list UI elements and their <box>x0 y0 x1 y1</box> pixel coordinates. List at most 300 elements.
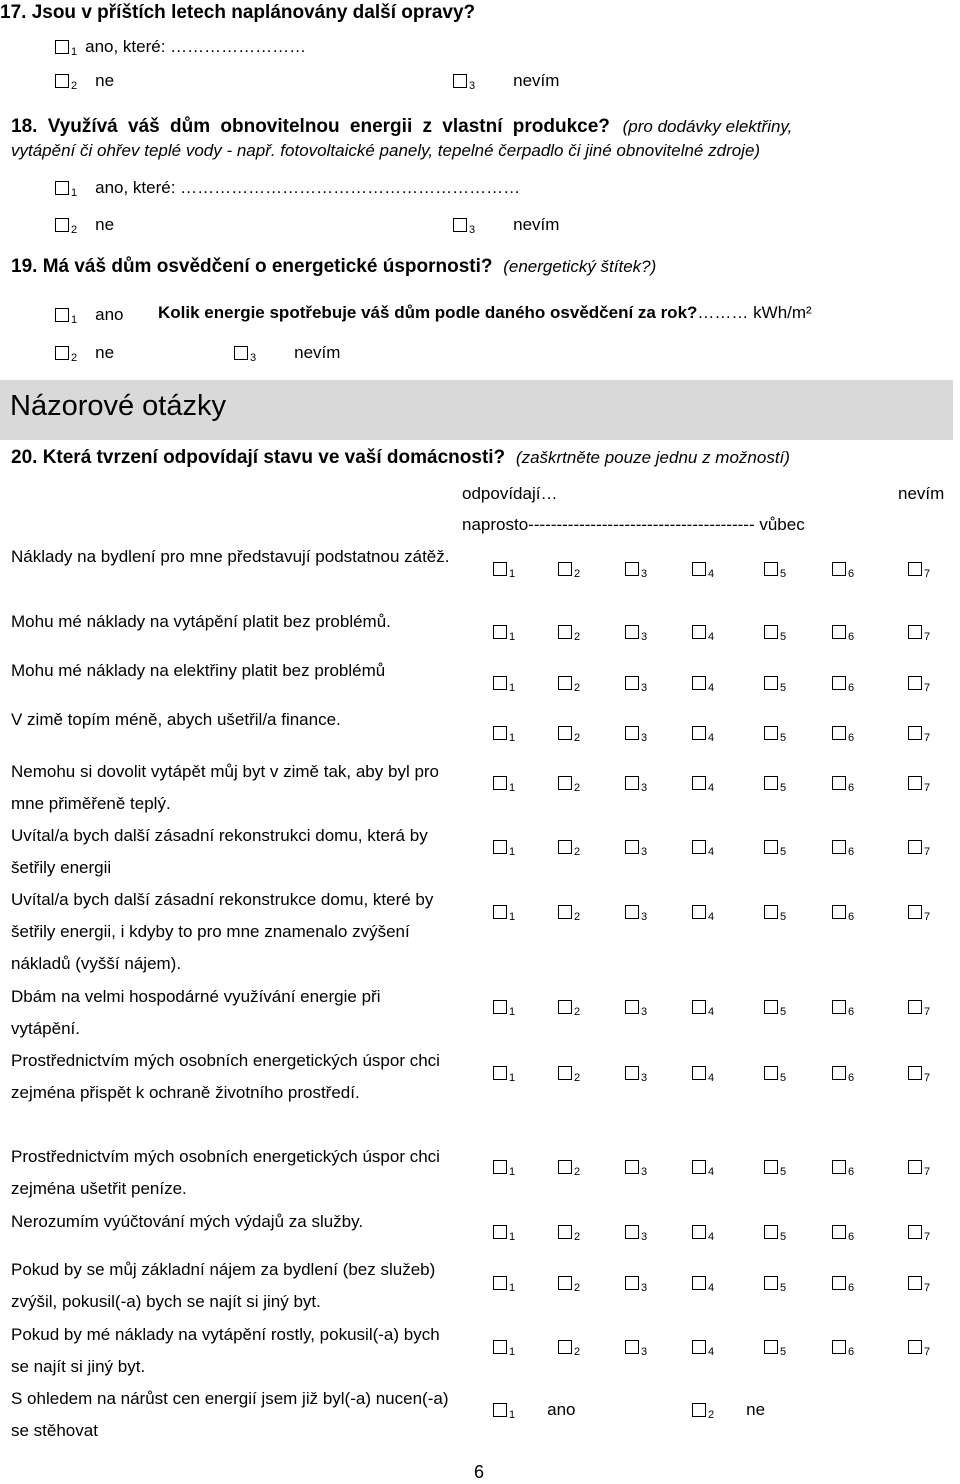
scale-option[interactable] <box>625 1340 648 1358</box>
option-number: 1 <box>509 1282 516 1294</box>
option-number: 7 <box>924 1072 931 1084</box>
checkbox[interactable] <box>453 218 467 232</box>
q20-header <box>11 447 790 469</box>
checkbox[interactable] <box>692 726 706 740</box>
option-number: 6 <box>848 1006 855 1018</box>
checkbox[interactable] <box>832 776 846 790</box>
checkbox[interactable] <box>558 1276 572 1290</box>
scale-option[interactable] <box>493 1000 516 1018</box>
option-number: 6 <box>848 568 855 580</box>
scale-option[interactable] <box>558 840 581 858</box>
option-number: 6 <box>848 1346 855 1358</box>
option-number: 1 <box>509 1409 516 1421</box>
scale-option[interactable] <box>625 1160 648 1178</box>
option-label: ne <box>95 71 115 90</box>
scale-option[interactable] <box>692 1066 715 1084</box>
option-number: 5 <box>780 631 787 643</box>
q18-note: (pro dodávky elektřiny, <box>622 117 793 136</box>
checkbox[interactable] <box>832 1276 846 1290</box>
checkbox[interactable] <box>692 776 706 790</box>
checkbox[interactable] <box>453 74 467 88</box>
option-number: 6 <box>848 846 855 858</box>
checkbox[interactable] <box>832 726 846 740</box>
option-number: 6 <box>848 1072 855 1084</box>
scale-option[interactable] <box>908 1340 931 1358</box>
option-number: 5 <box>780 1231 787 1243</box>
option-number: 6 <box>848 732 855 744</box>
scale-option[interactable] <box>832 562 855 580</box>
q19-option-1[interactable]: 1 ano <box>55 305 124 325</box>
checkbox[interactable] <box>908 625 922 639</box>
scale-option[interactable] <box>908 562 931 580</box>
checkbox[interactable] <box>493 1403 507 1417</box>
scale-option[interactable] <box>908 1160 931 1178</box>
checkbox[interactable] <box>493 776 507 790</box>
checkbox[interactable] <box>55 74 69 88</box>
scale-option[interactable] <box>764 726 787 744</box>
q17-title: 17. Jsou v příštích letech naplánovány další opravy? <box>0 2 476 23</box>
checkbox[interactable] <box>764 1276 778 1290</box>
checkbox[interactable] <box>908 776 922 790</box>
statement-text: Prostřednictvím mých osobních energetických úspor chci zejména přispět k ochraně životního prostředí. <box>11 1051 440 1102</box>
option-number: 3 <box>641 568 648 580</box>
scale-option[interactable] <box>832 1225 855 1243</box>
checkbox[interactable] <box>558 562 572 576</box>
checkbox[interactable] <box>908 1160 922 1174</box>
option-number: 4 <box>708 682 715 694</box>
statement-text: Pokud by se můj základní nájem za bydlení (bez služeb) zvýšil, pokusil(-a) bych se najít si jiný byt. <box>11 1260 436 1311</box>
option-number: 2 <box>574 911 581 923</box>
scale-option[interactable] <box>558 1225 581 1243</box>
scale-option[interactable] <box>558 1160 581 1178</box>
option-number: 6 <box>848 1282 855 1294</box>
scale-option[interactable] <box>625 1276 648 1294</box>
q17-option-3[interactable]: 3 nevím <box>453 71 559 91</box>
option-number: 3 <box>641 1282 648 1294</box>
scale-option[interactable] <box>832 625 855 643</box>
statement-text: Mohu mé náklady na elektřiny platit bez problémů <box>11 661 386 680</box>
scale-option[interactable] <box>764 776 787 794</box>
option-number: 5 <box>780 782 787 794</box>
scale-option[interactable] <box>558 726 581 744</box>
option-number: 5 <box>780 1006 787 1018</box>
scale-option[interactable] <box>625 840 648 858</box>
checkbox[interactable] <box>625 1000 639 1014</box>
scale-option[interactable] <box>692 1340 715 1358</box>
scale-option[interactable] <box>493 625 516 643</box>
checkbox[interactable] <box>692 1403 706 1417</box>
statement-text: Mohu mé náklady na vytápění platit bez problémů. <box>11 612 391 631</box>
q19-header <box>11 256 656 278</box>
checkbox[interactable] <box>832 1000 846 1014</box>
scale-option[interactable] <box>493 676 516 694</box>
scale-option[interactable] <box>558 1000 581 1018</box>
checkbox[interactable] <box>764 1340 778 1354</box>
option-label: nevím <box>294 343 341 362</box>
q19-unit-field[interactable]: ……… kWh/m² <box>697 303 812 322</box>
scale-row <box>493 1276 933 1296</box>
checkbox[interactable] <box>558 1340 572 1354</box>
checkbox[interactable] <box>55 346 69 360</box>
scale-option[interactable] <box>908 1000 931 1018</box>
scale-option[interactable] <box>493 726 516 744</box>
checkbox[interactable] <box>625 625 639 639</box>
checkbox[interactable] <box>625 1340 639 1354</box>
checkbox[interactable] <box>55 218 69 232</box>
checkbox[interactable] <box>625 1225 639 1239</box>
checkbox[interactable] <box>493 676 507 690</box>
option-number: 6 <box>848 682 855 694</box>
statement-text: Dbám na velmi hospodárné využívání energie při vytápění. <box>11 987 381 1038</box>
scale-option[interactable] <box>832 776 855 794</box>
checkbox[interactable] <box>493 726 507 740</box>
scale-option[interactable] <box>832 1276 855 1294</box>
scale-option[interactable] <box>908 1225 931 1243</box>
checkbox[interactable] <box>493 840 507 854</box>
scale-option[interactable] <box>558 1276 581 1294</box>
checkbox[interactable] <box>493 1276 507 1290</box>
q18-option-2[interactable]: 2 ne <box>55 215 114 235</box>
checkbox[interactable] <box>55 308 69 322</box>
option-number: 4 <box>708 1231 715 1243</box>
scale-option[interactable] <box>764 1225 787 1243</box>
scale-option[interactable] <box>493 1160 516 1178</box>
checkbox[interactable] <box>832 625 846 639</box>
checkbox[interactable] <box>692 840 706 854</box>
scale-option[interactable] <box>764 562 787 580</box>
option-number: 2 <box>574 846 581 858</box>
q20-title: 20. Která tvrzení odpovídají stavu ve vaší domácnosti? <box>11 447 506 468</box>
checkbox[interactable] <box>908 905 922 919</box>
checkbox[interactable] <box>558 1160 572 1174</box>
option-number: 4 <box>708 1072 715 1084</box>
checkbox[interactable] <box>908 840 922 854</box>
checkbox[interactable] <box>625 1276 639 1290</box>
checkbox[interactable] <box>908 1066 922 1080</box>
scale-option[interactable] <box>832 1340 855 1358</box>
option-number: 7 <box>924 732 931 744</box>
checkbox[interactable] <box>832 1066 846 1080</box>
checkbox[interactable] <box>558 905 572 919</box>
option-number: 1 <box>509 1231 516 1243</box>
scale-option[interactable] <box>493 562 516 580</box>
scale-option[interactable] <box>625 905 648 923</box>
scale-range-label: naprosto---------------------------------------- vůbec <box>462 515 805 534</box>
scale-option[interactable] <box>764 1000 787 1018</box>
checkbox[interactable] <box>692 1160 706 1174</box>
checkbox[interactable] <box>692 676 706 690</box>
statement-text: V zimě topím méně, abych ušetřil/a finance. <box>11 710 341 729</box>
option-number: 5 <box>780 732 787 744</box>
checkbox[interactable] <box>692 1276 706 1290</box>
scale-option[interactable] <box>558 676 581 694</box>
checkbox[interactable] <box>764 562 778 576</box>
scale-option[interactable] <box>692 676 715 694</box>
scale-option[interactable] <box>625 726 648 744</box>
checkbox[interactable] <box>764 840 778 854</box>
q18-option-1[interactable]: 1 ano, které: …………………………………………………… <box>55 178 520 198</box>
scale-option[interactable] <box>493 1225 516 1243</box>
scale-option[interactable] <box>493 1276 516 1294</box>
option-number: 7 <box>924 1282 931 1294</box>
option-number: 3 <box>641 682 648 694</box>
scale-option[interactable] <box>908 840 931 858</box>
checkbox[interactable] <box>908 1000 922 1014</box>
option-number: 3 <box>641 911 648 923</box>
option-label: ne <box>746 1400 766 1419</box>
checkbox[interactable] <box>558 726 572 740</box>
q19-option-3[interactable]: 3 nevím <box>234 343 340 363</box>
checkbox[interactable] <box>558 625 572 639</box>
option-number: 7 <box>924 782 931 794</box>
checkbox[interactable] <box>908 1225 922 1239</box>
checkbox[interactable] <box>764 1000 778 1014</box>
checkbox[interactable] <box>493 905 507 919</box>
scale-option[interactable] <box>558 562 581 580</box>
option-number: 5 <box>780 911 787 923</box>
checkbox[interactable] <box>764 1066 778 1080</box>
q19-note: (energetický štítek?) <box>503 257 657 276</box>
checkbox[interactable] <box>493 625 507 639</box>
checkbox[interactable] <box>558 1066 572 1080</box>
scale-row <box>493 1000 933 1020</box>
checkbox[interactable] <box>764 726 778 740</box>
scale-option[interactable] <box>493 776 516 794</box>
checkbox[interactable] <box>764 676 778 690</box>
scale-option[interactable] <box>493 1400 576 1420</box>
scale-option[interactable] <box>908 905 931 923</box>
q18-option-3[interactable]: 3 nevím <box>453 215 559 235</box>
scale-option[interactable] <box>692 562 715 580</box>
checkbox[interactable] <box>493 1340 507 1354</box>
option-number: 1 <box>509 782 516 794</box>
option-number: 1 <box>509 631 516 643</box>
scale-option[interactable] <box>908 1066 931 1084</box>
q20-note: (zaškrtněte pouze jednu z možností) <box>515 448 790 467</box>
checkbox[interactable] <box>908 676 922 690</box>
option-number: 1 <box>509 911 516 923</box>
scale-option[interactable] <box>625 1000 648 1018</box>
scale-option[interactable] <box>692 625 715 643</box>
checkbox[interactable] <box>764 1160 778 1174</box>
scale-option[interactable] <box>493 1340 516 1358</box>
scale-option[interactable] <box>558 905 581 923</box>
checkbox[interactable] <box>832 840 846 854</box>
option-number: 4 <box>708 1006 715 1018</box>
option-label: ano <box>95 305 124 324</box>
scale-option[interactable] <box>832 726 855 744</box>
checkbox[interactable] <box>625 776 639 790</box>
checkbox[interactable] <box>832 1160 846 1174</box>
scale-option[interactable] <box>493 1066 516 1084</box>
scale-option[interactable] <box>625 1225 648 1243</box>
checkbox[interactable] <box>558 840 572 854</box>
scale-option[interactable] <box>692 1160 715 1178</box>
checkbox[interactable] <box>832 905 846 919</box>
option-number: 7 <box>924 846 931 858</box>
checkbox[interactable] <box>55 181 69 195</box>
checkbox[interactable] <box>692 1225 706 1239</box>
option-number: 1 <box>509 682 516 694</box>
scale-option[interactable] <box>764 676 787 694</box>
scale-option[interactable] <box>832 1160 855 1178</box>
scale-option[interactable] <box>764 1066 787 1084</box>
scale-option[interactable] <box>832 676 855 694</box>
scale-option[interactable] <box>832 1000 855 1018</box>
scale-option[interactable] <box>908 676 931 694</box>
statement-text: Uvítal/a bych další zásadní rekonstrukce domu, které by šetřily energii, i kdyby to pro mne znamenalo zvýšení nákladů (vyšší nájem). <box>11 890 434 973</box>
scale-row <box>493 1225 933 1245</box>
checkbox[interactable] <box>625 905 639 919</box>
checkbox[interactable] <box>558 776 572 790</box>
option-number: 3 <box>641 1006 648 1018</box>
scale-option[interactable] <box>908 1276 931 1294</box>
scale-row <box>493 625 933 645</box>
statement-text: Pokud by mé náklady na vytápění rostly, pokusil(-a) bych se najít si jiný byt. <box>11 1325 440 1376</box>
scale-option[interactable] <box>764 1160 787 1178</box>
checkbox[interactable] <box>558 1000 572 1014</box>
checkbox[interactable] <box>832 562 846 576</box>
checkbox[interactable] <box>625 1066 639 1080</box>
scale-option[interactable] <box>625 1066 648 1084</box>
scale-row <box>493 1160 933 1180</box>
q18-header <box>11 116 956 138</box>
checkbox[interactable] <box>908 1276 922 1290</box>
checkbox[interactable] <box>625 840 639 854</box>
checkbox[interactable] <box>692 1340 706 1354</box>
scale-option[interactable] <box>832 905 855 923</box>
scale-option[interactable] <box>625 562 648 580</box>
q19-followup <box>158 303 812 323</box>
option-number: 7 <box>924 631 931 643</box>
option-number: 7 <box>924 1231 931 1243</box>
option-number: 2 <box>574 782 581 794</box>
option-number: 5 <box>780 1346 787 1358</box>
scale-option[interactable] <box>764 840 787 858</box>
option-number: 4 <box>708 1166 715 1178</box>
scale-row <box>493 1066 933 1086</box>
scale-option[interactable] <box>692 905 715 923</box>
option-number: 4 <box>708 911 715 923</box>
scale-option[interactable] <box>692 1276 715 1294</box>
scale-option[interactable] <box>625 776 648 794</box>
checkbox[interactable] <box>832 676 846 690</box>
option-number: 4 <box>708 631 715 643</box>
scale-option[interactable] <box>692 1400 765 1420</box>
checkbox[interactable] <box>764 776 778 790</box>
checkbox[interactable] <box>558 1225 572 1239</box>
checkbox[interactable] <box>625 562 639 576</box>
checkbox[interactable] <box>692 625 706 639</box>
checkbox[interactable] <box>832 1225 846 1239</box>
scale-option[interactable] <box>764 625 787 643</box>
option-number: 4 <box>708 1282 715 1294</box>
checkbox[interactable] <box>692 1066 706 1080</box>
scale-option[interactable] <box>692 726 715 744</box>
scale-option[interactable] <box>558 1066 581 1084</box>
checkbox[interactable] <box>234 346 248 360</box>
checkbox[interactable] <box>493 1000 507 1014</box>
scale-option[interactable] <box>764 1276 787 1294</box>
scale-option[interactable] <box>764 905 787 923</box>
scale-option[interactable] <box>493 840 516 858</box>
scale-option[interactable] <box>832 840 855 858</box>
statement-text: Nemohu si dovolit vytápět můj byt v zimě tak, aby byl pro mne přiměřeně teplý. <box>11 762 440 813</box>
scale-option[interactable] <box>692 776 715 794</box>
statement-text: Nerozumím vyúčtování mých výdajů za služby. <box>11 1212 364 1231</box>
checkbox[interactable] <box>493 562 507 576</box>
q19-question: Kolik energie spotřebuje váš dům podle daného osvědčení za rok? <box>158 303 698 322</box>
option-label: ne <box>95 343 115 362</box>
checkbox[interactable] <box>493 1225 507 1239</box>
option-number: 3 <box>641 1072 648 1084</box>
checkbox[interactable] <box>692 1000 706 1014</box>
checkbox[interactable] <box>832 1340 846 1354</box>
scale-option[interactable] <box>832 1066 855 1084</box>
checkbox[interactable] <box>625 1160 639 1174</box>
checkbox[interactable] <box>692 562 706 576</box>
checkbox[interactable] <box>625 676 639 690</box>
scale-option[interactable] <box>625 676 648 694</box>
scale-option[interactable] <box>908 625 931 643</box>
option-number: 6 <box>848 782 855 794</box>
scale-option[interactable] <box>493 905 516 923</box>
checkbox[interactable] <box>625 726 639 740</box>
checkbox[interactable] <box>908 726 922 740</box>
option-number: 6 <box>848 911 855 923</box>
scale-option[interactable] <box>908 776 931 794</box>
scale-option[interactable] <box>764 1340 787 1358</box>
scale-option[interactable] <box>692 1225 715 1243</box>
scale-option[interactable] <box>558 776 581 794</box>
scale-option[interactable] <box>908 726 931 744</box>
checkbox[interactable] <box>908 562 922 576</box>
scale-row <box>493 776 933 796</box>
checkbox[interactable] <box>908 1340 922 1354</box>
q17-option-1[interactable]: 1 ano, které: …………………… <box>55 37 306 57</box>
scale-option[interactable] <box>558 1340 581 1358</box>
scale-option[interactable] <box>558 625 581 643</box>
checkbox[interactable] <box>493 1066 507 1080</box>
page-number: 6 <box>474 1462 485 1482</box>
option-number: 2 <box>708 1409 715 1421</box>
option-label: ano <box>547 1400 576 1419</box>
q19-option-2[interactable]: 2 ne <box>55 343 114 363</box>
checkbox[interactable] <box>55 40 69 54</box>
option-number: 4 <box>708 782 715 794</box>
checkbox[interactable] <box>692 905 706 919</box>
option-number: 7 <box>924 568 931 580</box>
checkbox[interactable] <box>558 676 572 690</box>
scale-option[interactable] <box>692 1000 715 1018</box>
option-number: 7 <box>924 1166 931 1178</box>
scale-right-label: nevím <box>898 484 945 503</box>
q17-option-2[interactable]: 2 ne <box>55 71 114 91</box>
option-number: 2 <box>574 568 581 580</box>
checkbox[interactable] <box>493 1160 507 1174</box>
checkbox[interactable] <box>764 1225 778 1239</box>
checkbox[interactable] <box>764 905 778 919</box>
scale-option[interactable] <box>625 625 648 643</box>
option-number: 3 <box>641 846 648 858</box>
option-number: 1 <box>509 1006 516 1018</box>
scale-row <box>493 562 933 582</box>
scale-option[interactable] <box>692 840 715 858</box>
scale-row <box>493 1340 933 1360</box>
checkbox[interactable] <box>764 625 778 639</box>
statement-text: Prostřednictvím mých osobních energetických úspor chci zejména ušetřit peníze. <box>11 1147 440 1198</box>
option-number: 3 <box>641 631 648 643</box>
